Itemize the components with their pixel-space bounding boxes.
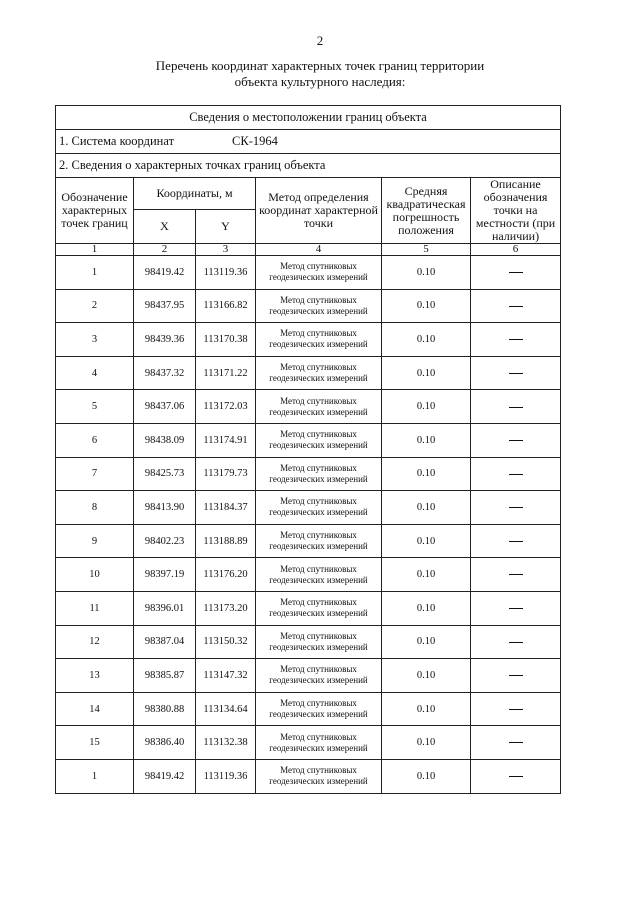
description-cell [471, 591, 561, 625]
dash-mark [509, 440, 523, 441]
x-cell: 98386.40 [134, 726, 196, 760]
accuracy-cell: 0.10 [382, 524, 471, 558]
y-cell: 113184.37 [196, 491, 256, 525]
y-cell: 113150.32 [196, 625, 256, 659]
column-number: 6 [471, 244, 561, 256]
y-cell: 113132.38 [196, 726, 256, 760]
accuracy-cell: 0.10 [382, 759, 471, 793]
header-method: Метод определения координат характерной точки [256, 178, 382, 244]
coordinates-table [55, 105, 561, 794]
y-cell: 113119.36 [196, 256, 256, 290]
description-cell [471, 423, 561, 457]
title-line-1: Перечень координат характерных точек границ территории [155, 58, 485, 73]
accuracy-cell: 0.10 [382, 256, 471, 290]
description-cell [471, 457, 561, 491]
description-cell [471, 356, 561, 390]
dash-mark [509, 507, 523, 508]
description-cell [471, 692, 561, 726]
method-cell: Метод спутниковых геодезических измерений [256, 759, 382, 793]
point-cell: 11 [56, 591, 134, 625]
method-cell: Метод спутниковых геодезических измерений [256, 323, 382, 357]
x-cell: 98437.32 [134, 356, 196, 390]
accuracy-cell: 0.10 [382, 591, 471, 625]
header-accuracy: Средняя квадратическая погрешность положения [382, 178, 471, 244]
method-cell: Метод спутниковых геодезических измерений [256, 356, 382, 390]
dash-mark [509, 474, 523, 475]
y-cell: 113170.38 [196, 323, 256, 357]
y-cell: 113179.73 [196, 457, 256, 491]
x-cell: 98413.90 [134, 491, 196, 525]
method-cell: Метод спутниковых геодезических измерений [256, 491, 382, 525]
dash-mark [509, 407, 523, 408]
x-cell: 98397.19 [134, 558, 196, 592]
description-cell [471, 323, 561, 357]
dash-mark [509, 541, 523, 542]
point-cell: 10 [56, 558, 134, 592]
point-cell: 8 [56, 491, 134, 525]
points-section-label: 2. Сведения о характерных точках границ объекта [56, 154, 561, 178]
dash-mark [509, 608, 523, 609]
x-cell: 98437.95 [134, 289, 196, 323]
column-number: 5 [382, 244, 471, 256]
header-x: X [134, 209, 196, 243]
accuracy-cell: 0.10 [382, 491, 471, 525]
method-cell: Метод спутниковых геодезических измерений [256, 289, 382, 323]
x-cell: 98438.09 [134, 423, 196, 457]
point-cell: 7 [56, 457, 134, 491]
header-designation: Обозначение характерных точек границ [56, 178, 134, 244]
method-cell: Метод спутниковых геодезических измерений [256, 591, 382, 625]
method-cell: Метод спутниковых геодезических измерений [256, 558, 382, 592]
method-cell: Метод спутниковых геодезических измерений [256, 726, 382, 760]
column-number: 1 [56, 244, 134, 256]
x-cell: 98387.04 [134, 625, 196, 659]
accuracy-cell: 0.10 [382, 659, 471, 693]
accuracy-cell: 0.10 [382, 423, 471, 457]
x-cell: 98439.36 [134, 323, 196, 357]
table-row [56, 558, 561, 592]
point-cell: 6 [56, 423, 134, 457]
accuracy-cell: 0.10 [382, 692, 471, 726]
point-cell: 4 [56, 356, 134, 390]
document-title [0, 58, 640, 90]
y-cell: 113147.32 [196, 659, 256, 693]
method-cell: Метод спутниковых геодезических измерений [256, 692, 382, 726]
table-row [56, 289, 561, 323]
accuracy-cell: 0.10 [382, 289, 471, 323]
point-cell: 15 [56, 726, 134, 760]
y-cell: 113134.64 [196, 692, 256, 726]
method-cell: Метод спутниковых геодезических измерений [256, 659, 382, 693]
x-cell: 98425.73 [134, 457, 196, 491]
method-cell: Метод спутниковых геодезических измерений [256, 524, 382, 558]
table-row [56, 356, 561, 390]
description-cell [471, 390, 561, 424]
y-cell: 113176.20 [196, 558, 256, 592]
x-cell: 98402.23 [134, 524, 196, 558]
coordinate-system-label: 1. Система координат [59, 134, 175, 148]
point-cell: 9 [56, 524, 134, 558]
y-cell: 113119.36 [196, 759, 256, 793]
dash-mark [509, 776, 523, 777]
dash-mark [509, 306, 523, 307]
x-cell: 98380.88 [134, 692, 196, 726]
x-cell: 98437.06 [134, 390, 196, 424]
description-cell [471, 289, 561, 323]
table-row [56, 591, 561, 625]
header-y: Y [196, 209, 256, 243]
table-row [56, 726, 561, 760]
column-number: 2 [134, 244, 196, 256]
table-row [56, 692, 561, 726]
point-cell: 14 [56, 692, 134, 726]
dash-mark [509, 675, 523, 676]
accuracy-cell: 0.10 [382, 356, 471, 390]
point-cell: 13 [56, 659, 134, 693]
coordinate-system-value: СК-1964 [232, 134, 278, 148]
table-row [56, 390, 561, 424]
y-cell: 113166.82 [196, 289, 256, 323]
dash-mark [509, 272, 523, 273]
coordinate-system-row [56, 130, 561, 154]
table-row [56, 491, 561, 525]
y-cell: 113171.22 [196, 356, 256, 390]
point-cell: 3 [56, 323, 134, 357]
accuracy-cell: 0.10 [382, 726, 471, 760]
method-cell: Метод спутниковых геодезических измерений [256, 423, 382, 457]
point-cell: 1 [56, 256, 134, 290]
dash-mark [509, 742, 523, 743]
method-cell: Метод спутниковых геодезических измерений [256, 625, 382, 659]
header-description: Описание обозначения точки на местности (при наличии) [471, 178, 561, 244]
description-cell [471, 726, 561, 760]
point-cell: 5 [56, 390, 134, 424]
dash-mark [509, 339, 523, 340]
accuracy-cell: 0.10 [382, 323, 471, 357]
accuracy-cell: 0.10 [382, 457, 471, 491]
table-row [56, 524, 561, 558]
table-row [56, 423, 561, 457]
table-row [56, 256, 561, 290]
description-cell [471, 524, 561, 558]
header-coordinates: Координаты, м [134, 178, 256, 210]
y-cell: 113174.91 [196, 423, 256, 457]
point-cell: 12 [56, 625, 134, 659]
x-cell: 98419.42 [134, 759, 196, 793]
section-title: Сведения о местоположении границ объекта [56, 106, 561, 130]
table-row [56, 323, 561, 357]
method-cell: Метод спутниковых геодезических измерений [256, 457, 382, 491]
description-cell [471, 256, 561, 290]
table-row [56, 659, 561, 693]
table-row [56, 625, 561, 659]
description-cell [471, 759, 561, 793]
description-cell [471, 558, 561, 592]
column-number: 3 [196, 244, 256, 256]
accuracy-cell: 0.10 [382, 625, 471, 659]
point-cell: 1 [56, 759, 134, 793]
dash-mark [509, 709, 523, 710]
accuracy-cell: 0.10 [382, 390, 471, 424]
method-cell: Метод спутниковых геодезических измерений [256, 256, 382, 290]
description-cell [471, 625, 561, 659]
x-cell: 98385.87 [134, 659, 196, 693]
dash-mark [509, 373, 523, 374]
point-cell: 2 [56, 289, 134, 323]
column-number: 4 [256, 244, 382, 256]
description-cell [471, 491, 561, 525]
method-cell: Метод спутниковых геодезических измерений [256, 390, 382, 424]
x-cell: 98396.01 [134, 591, 196, 625]
y-cell: 113188.89 [196, 524, 256, 558]
description-cell [471, 659, 561, 693]
table-row [56, 457, 561, 491]
x-cell: 98419.42 [134, 256, 196, 290]
dash-mark [509, 574, 523, 575]
table-row [56, 759, 561, 793]
accuracy-cell: 0.10 [382, 558, 471, 592]
y-cell: 113173.20 [196, 591, 256, 625]
y-cell: 113172.03 [196, 390, 256, 424]
title-line-2: объекта культурного наследия: [234, 74, 406, 89]
dash-mark [509, 642, 523, 643]
page-number: 2 [316, 33, 324, 48]
